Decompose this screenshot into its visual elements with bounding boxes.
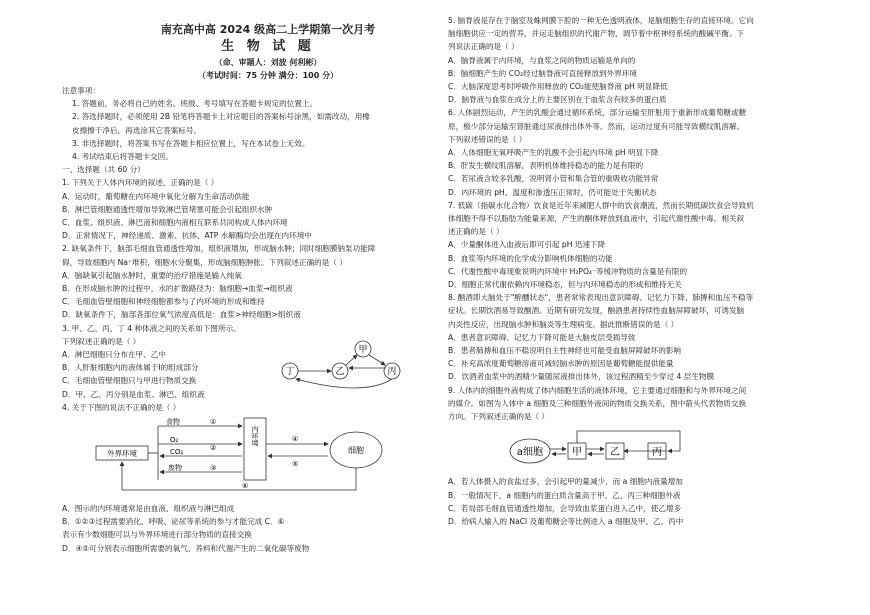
option-line: D．④⑤可分别表示细胞所需要的氧气、养料和代谢产生的二氧化碳等废物 [62, 543, 310, 553]
label-yi: 乙 [335, 366, 345, 377]
food-label: 食物 [166, 418, 180, 427]
question-line: 体细胞不得不以脂肪为能量来源，产生的酮体释放到血液中，引起代谢性酸中毒。相关叙 [448, 214, 745, 224]
note-line: 2. 答选择题时，必须使用 2B 铅笔将答题卡上对应题目的答案标号涂黑，如需改动，用橡 [72, 112, 370, 122]
arrow-jia-bing [577, 431, 680, 451]
option-line: D．缺氧条件下，脑部各部位氧气浓度高低是：血浆>神经细胞>组织液 [62, 310, 301, 320]
question-line: 1. 下列关于人体内环境的叙述，正确的是（ ） [62, 178, 219, 188]
option-line: D．正常情况下，神经递质、激素、抗体、ATP 水解酶均会出现在内环境中 [62, 231, 312, 241]
arrow-6 [122, 462, 356, 490]
question-line: 症状。长期饮酒易导致酗酒。近期有研究发现，酗酒患者持续性血脑屏障破坏，可诱发脑 [448, 306, 745, 316]
inner-env-label: 内环境 [251, 425, 259, 447]
question-line: 5. 脑脊液是存在于脑室及蛛网膜下腔的一种无色透明液体，是脑细胞生存的直接环境。它向 [448, 16, 754, 25]
num-3: ③ [210, 464, 217, 473]
q3-fluid-diagram [274, 335, 424, 397]
question-line: 述正确的是（ ） [448, 227, 504, 237]
num-6: ⑥ [242, 482, 249, 491]
option-line: A．少量酮体进入血液后即可引起 pH 迅速下降 [448, 240, 606, 250]
exam-info: （考试时间：75 分钟 满分：100 分） [197, 71, 339, 80]
option-line: 表示有少数细胞可以与外界环境进行部分物质的直接交换 [62, 530, 252, 540]
option-line: C．血浆、组织液、淋巴液和细胞内液相互联系共同构成人体内环境 [62, 218, 288, 228]
note-line: 4. 考试结束后将答题卡交回。 [72, 152, 173, 162]
question-line: 原，极少部分运输至肾脏通过尿液排出体外等。然而，运动过度有可能导致横纹肌溶解。 [448, 121, 745, 131]
option-line: B．人肝脏细胞内的液体属于Ⅰ的组成部分 [62, 363, 199, 373]
question-line: 9. 人体内的细胞外液构成了体内细胞生活的液体环境，它主要通过细胞和与外界环境之间 [448, 385, 747, 395]
question-line: 下列叙述错误的是（ ） [448, 134, 527, 144]
q9-exchange-diagram [508, 423, 708, 475]
option-line: A．患者意识障碍、记忆力下降可能是大脑皮层受损导致 [448, 332, 636, 342]
arrow-bing-ding [296, 379, 392, 388]
q4-exchange-diagram [92, 414, 392, 502]
label-ding: 丁 [285, 366, 295, 377]
option-line: A．脑缺氧引起脑水肿时，重要的治疗措施是输入纯氧 [62, 270, 242, 280]
question-line: 7. 低碳（指碳水化合物）饮食是近年来减肥人群中的饮食潮流，然而长期低碳饮食会导致机 [448, 200, 754, 210]
option-line: B．脑细胞产生的 CO₂经过脑脊液可直接释放到外界环境 [448, 68, 638, 78]
option-line: A．脑脊液属于内环境，与血浆之间的物质运输是单向的 [448, 55, 636, 65]
option-line: C．代谢性酸中毒现象说明内环境中 H₂PO₄⁻等缓冲物质的含量是有限的 [448, 266, 688, 276]
label-jia: 甲 [358, 344, 368, 355]
label-yi: 乙 [610, 447, 620, 459]
option-line: A．淋巴细胞只分布在甲、乙中 [62, 350, 166, 360]
option-line: C．补充高浓度葡萄糖溶液可减轻脑水肿的原因是葡萄糖能提供能量 [448, 359, 674, 369]
right-column [448, 14, 808, 528]
option-line: C．毛细血管壁细胞只与甲进行物质交换 [62, 376, 197, 386]
question-line: 6. 人体剧烈运动，产生的乳酸会通过循环系统，部分运输至肝脏用于重新形成葡萄糖或糖 [448, 108, 747, 118]
question-line: 碍，导致细胞内 Na⁺堆积，细胞水分聚集，形成脑细胞肿胀。下列叙述正确的是（ ） [62, 257, 347, 267]
option-line: B．①②③过程需要消化、呼吸、泌尿等系统的参与才能完成 C．⑥ [62, 517, 285, 527]
exam-title: 南充高中高 2024 级高二上学期第一次月考 [160, 23, 376, 36]
waste-label: 废物 [168, 464, 182, 473]
option-line: B．在形成脑水肿的过程中，水的扩散路径为：脑细胞→血浆→组织液 [62, 284, 293, 294]
option-line: B．肝发生横纹肌溶解，表明机体维持稳态的能力是有限的 [448, 161, 644, 171]
left-column [62, 14, 454, 555]
option-line: A．若人体摄入的食盐过多，会引起甲的量减少，而 a 细胞内液量增加 [448, 477, 683, 487]
option-line: A．人体细胞无氧呼吸产生的乳酸不会引起内环境 pH 明显下降 [448, 148, 659, 158]
question-line: 列说法正确的是（ ） [448, 42, 519, 52]
num-5: ⑤ [292, 460, 299, 469]
option-line: D．内环境的 pH、温度和渗透压正常时，仍可能处于失衡状态 [448, 187, 657, 197]
section-heading: 一、选择题（共 60 分） [62, 165, 145, 175]
label-bing: 丙 [652, 447, 662, 459]
label-bing: 丙 [387, 366, 397, 377]
note-line: 3. 非选择题时，将答案书写在答题卡相应位置上，写在本试卷上无效。 [72, 138, 310, 148]
o2-label: O₂ [170, 436, 179, 445]
exam-authors: （命、审题人：刘波 何利彬） [214, 58, 322, 67]
q3-block [62, 335, 454, 401]
question-line: 脑细胞供应一定的营养，并运走脑组织的代谢产物，调节着中枢神经系统的酸碱平衡。下 [448, 29, 745, 39]
a-cell-label: a细胞 [516, 447, 544, 459]
num-1: ① [210, 418, 217, 427]
co2-label: CO₂ [170, 448, 184, 457]
question-line: 下列叙述正确的是（ ） [62, 336, 141, 346]
option-line: A．图示的内环境通常是由血液、组织液与淋巴组成 [62, 504, 235, 514]
notes-heading: 注意事项： [62, 86, 100, 95]
option-line: C．若局部毛细血管通透性增加，会导致血浆蛋白进入乙中，使乙增多 [448, 503, 682, 513]
option-line: D．甲、乙、丙分别是血浆、淋巴、组织液 [62, 389, 205, 399]
option-line: B．淋巴管细胞通透性增加导致淋巴管堵塞可能会引起组织水肿 [62, 204, 273, 214]
option-line: C．毛细血管壁细胞和神经细胞都参与了内环境的形成和维持 [62, 297, 265, 307]
arrow-jia-bing [369, 355, 385, 365]
option-line: D．给病人输入的 NaCl 及葡萄糖会等比例进入 a 细胞及甲、乙、丙中 [448, 516, 684, 526]
question-line: 3. 甲、乙、丙、丁 4 种体液之间的关系如下图所示。 [62, 323, 241, 333]
outer-env-label: 外界环境 [107, 449, 137, 459]
question-line: 内炎性反应，出现脑水肿和脑炎等生理病变。据此推断错误的是（ ） [448, 319, 679, 329]
option-line: B．血浆等内环境的化学成分影响机体细胞的功能 [448, 253, 613, 263]
num-4: ④ [292, 435, 299, 444]
option-line: C．大脑深度思考时呼吸作用释放的 CO₂能使脑脊液 pH 明显降低 [448, 82, 668, 92]
arrow-yi-jia [346, 355, 357, 365]
question-line: 2. 缺氧条件下，脑部毛细血管通透性增加，组织液增加，形成脑水肿；同时细胞膜钠泵功能障 [62, 244, 376, 254]
cell-label: 细胞 [348, 446, 364, 456]
option-line: C．若尿液含较多乳酸，说明肾小管和集合管的重吸收功能异常 [448, 174, 659, 184]
num-2: ② [210, 444, 217, 453]
option-line: D．细胞正常代谢依赖内环境稳态，但与内环境稳态的形成和维持无关 [448, 280, 682, 290]
option-line: B．一般情况下，a 细胞内的蛋白质含量高于甲、乙、丙三种细胞外液 [448, 490, 681, 500]
note-line: 皮擦擦干净后，再选涂其它答案标号。 [72, 125, 202, 135]
note-line: 1. 答题前，务必将自己的姓名、班级、考号填写在答题卡规定的位置上。 [72, 99, 318, 109]
question-line: 8. 酗酒即大脑处于"醉醺状态"，患者常常表现出意识障碍、记忆力下降、肺搏和血压不稳等 [448, 293, 754, 303]
option-line: B．患者肺搏和血压不稳说明自主性神经也可能受血脑屏障破坏的影响 [448, 346, 682, 356]
exam-subject: 生 物 试 题 [221, 39, 315, 54]
question-line: 的媒介。如图为人体中 a 细胞及三种细胞外液间的物质交换关系，图中箭头代表物质交换 [448, 398, 747, 408]
question-line: 方向。下列叙述正确的是（ ） [448, 412, 550, 422]
label-jia: 甲 [572, 447, 582, 459]
option-line: D．饮酒者血浆中的酒精少量随尿液排出体外，该过程酒精至少穿过 4 层生物膜 [448, 372, 715, 382]
option-line: A．运动时，葡萄糖在内环境中氧化分解为生命活动供能 [62, 191, 250, 201]
question-line: 4. 关于下图的说法不正确的是（ ） [62, 402, 181, 412]
option-line: D．脑脊液与血浆在成分上的主要区别在于血浆含有较多的蛋白质 [448, 95, 667, 105]
